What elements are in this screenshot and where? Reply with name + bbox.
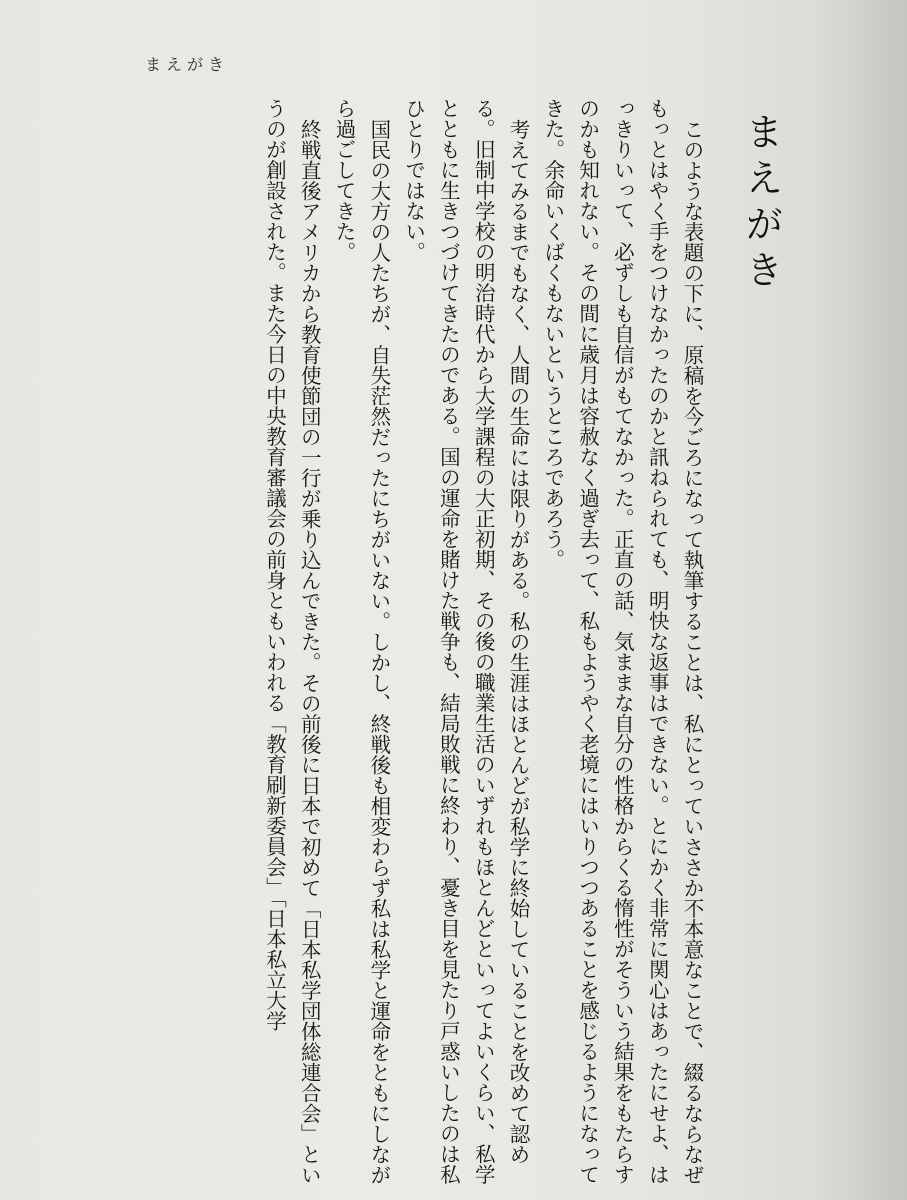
chapter-title: まえがき: [739, 112, 783, 296]
paragraph: このような表題の下に、原稿を今ごろになって執筆することは、私にとっていささか不本意なことで、綴るならなぜもっとはやく手をつけなかったのかと訊ねられても、明快な返事はできない。とにかく非常に関心はあったにせよ、はっきりいって、必ずしも自信がもてなかった。正直の話、気ままな自分の性格からくる惰性がそういう結果をもたらすのかも知れない。その間に歳月は容赦なく過ぎ去って、私もようやく老境にはいりつつあることを感じるようになってきた。余命いくばくもないというところであろう。: [540, 98, 704, 1185]
paragraph: 考えてみるまでもなく、人間の生命には限りがある。私の生涯はほとんどが私学に終始していることを改めて認める。旧制中学校の明治時代から大学課程の大正初期、その後の職業生活のいずれもほとんどといってよいくらい、私学とともに生きつづけてきたのである。国の運命を賭けた戦争も、結局敗戦に終わり、憂き目を見たり戸惑いしたのは私ひとりではない。: [401, 98, 531, 1185]
page-gutter-shadow: [817, 0, 907, 1200]
paragraph: 終戦直後アメリカから教育使節団の一行が乗り込んできた。その前後に日本で初めて「日本私学団体総連合会」というのが創設された。また今日の中央教育審議会の前身ともいわれる「教育刷新委員会」「日本私立大学: [262, 98, 322, 1185]
paragraph: 国民の大方の人たちが、自失茫然だったにちがいない。しかし、終戦後も相変わらず私は私学と運命をともにしながら過ごしてきた。: [332, 98, 391, 1185]
running-head: まえがき: [145, 55, 230, 74]
body-text: [257, 98, 709, 1188]
